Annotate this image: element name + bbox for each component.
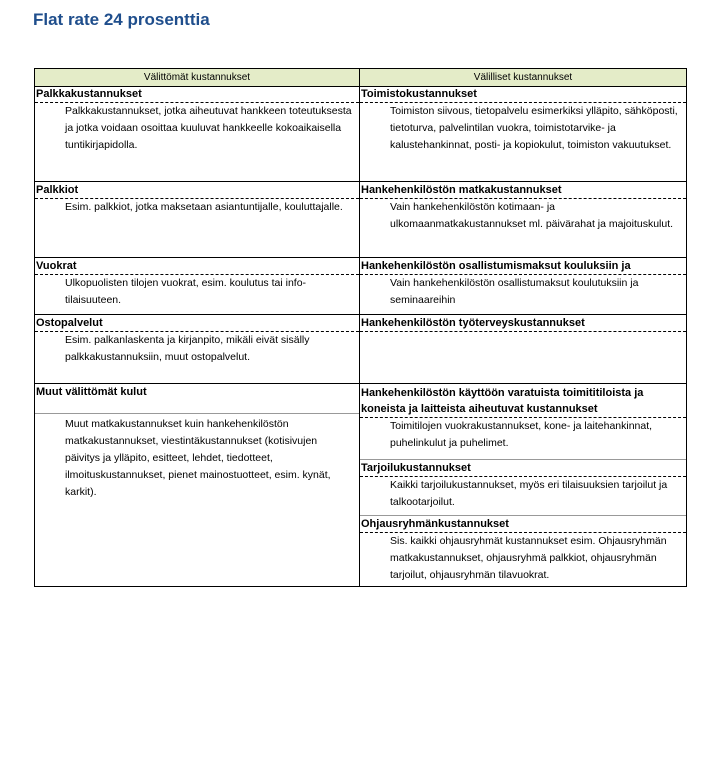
section-tarjoilukustannukset xyxy=(360,461,686,511)
section-palkkiot xyxy=(35,183,359,216)
section-toimitilat xyxy=(360,385,686,452)
section-heading: Palkkakustannukset xyxy=(35,87,359,103)
section-body: Toimitilojen vuokrakustannukset, kone- ja laitehankinnat, puhelinkulut ja puhelimet. xyxy=(390,420,653,449)
section-ohjausryhmankustannukset xyxy=(360,517,686,584)
section-body: Sis. kaikki ohjausryhmät kustannukset esim. Ohjausryhmän matkakustannukset, ohjausryhmä palkkiot, ohjausryhmän tarjoilut, ohjausryhmän tilavuokrat. xyxy=(390,535,667,581)
section-muut-valittomat-kulut xyxy=(35,385,359,501)
page-title: Flat rate 24 prosenttia xyxy=(33,10,210,29)
section-body: Esim. palkkiot, jotka maksetaan asiantuntijalle, kouluttajalle. xyxy=(65,201,343,213)
section-toimistokustannukset xyxy=(360,87,686,154)
section-heading: Vuokrat xyxy=(35,259,359,275)
section-heading: Toimistokustannukset xyxy=(360,87,686,103)
section-tyoterveyskustannukset xyxy=(360,316,686,332)
section-matkakustannukset xyxy=(360,183,686,233)
section-osallistumismaksut xyxy=(360,259,686,309)
direct-costs-column xyxy=(35,69,360,586)
section-heading: Ostopalvelut xyxy=(35,316,359,332)
section-body: Palkkakustannukset, jotka aiheutuvat hankkeen toteutuksesta ja jotka voidaan osoittaa kuuluvat hankkeelle kokoaikaisella tuntikirjapidolla. xyxy=(65,105,352,151)
direct-costs-header: Välittömät kustannukset xyxy=(35,69,359,87)
section-heading: Tarjoilukustannukset xyxy=(360,461,686,477)
section-body: Muut matkakustannukset kuin hankehenkilöstön matkakustannukset, viestintäkustannukset (kotisivujen päivitys ja ylläpito, esitteet, lehdet, tiedotteet, ilmoituskustannukset, pienet mainostuotteet, esim. kynät, karkit). xyxy=(65,418,331,498)
section-body: Kaikki tarjoilukustannukset, myös eri tilaisuuksien tarjoilut ja talkootarjoilut. xyxy=(390,479,668,508)
cost-table xyxy=(34,68,687,587)
section-ostopalvelut xyxy=(35,316,359,366)
section-heading: Palkkiot xyxy=(35,183,359,199)
section-vuokrat xyxy=(35,259,359,309)
section-heading: Hankehenkilöstön käyttöön varatuista toimititiloista ja koneista ja laitteista aiheutuvat kustannukset xyxy=(360,385,686,418)
section-heading: Ohjausryhmänkustannukset xyxy=(360,517,686,533)
section-heading: Muut välittömät kulut xyxy=(36,386,147,398)
section-palkkakustannukset xyxy=(35,87,359,154)
section-heading: Hankehenkilöstön matkakustannukset xyxy=(360,183,686,199)
section-body: Ulkopuolisten tilojen vuokrat, esim. koulutus tai info-tilaisuuteen. xyxy=(65,277,307,306)
section-body: Vain hankehenkilöstön kotimaan- ja ulkomaanmatkakustannukset ml. päivärahat ja majoituskulut. xyxy=(390,201,674,230)
section-body: Esim. palkanlaskenta ja kirjanpito, mikäli eivät sisälly palkkakustannuksiin, muut ostopalvelut. xyxy=(65,334,310,363)
indirect-costs-header: Välilliset kustannukset xyxy=(360,69,686,87)
section-heading: Hankehenkilöstön työterveyskustannukset xyxy=(360,316,686,332)
indirect-costs-column xyxy=(360,69,686,586)
section-heading: Hankehenkilöstön osallistumismaksut kouluksiin ja xyxy=(360,259,686,275)
section-body: Toimiston siivous, tietopalvelu esimerkiksi ylläpito, sähköposti, tietoturva, palvelintilan vuokra, toimistotarvike- ja kalustehankinnat, posti- ja kopiokulut, toimiston vakuutukset. xyxy=(390,105,678,151)
section-body: Vain hankehenkilöstön osallistumaksut koulutuksiin ja seminaareihin xyxy=(390,277,639,306)
